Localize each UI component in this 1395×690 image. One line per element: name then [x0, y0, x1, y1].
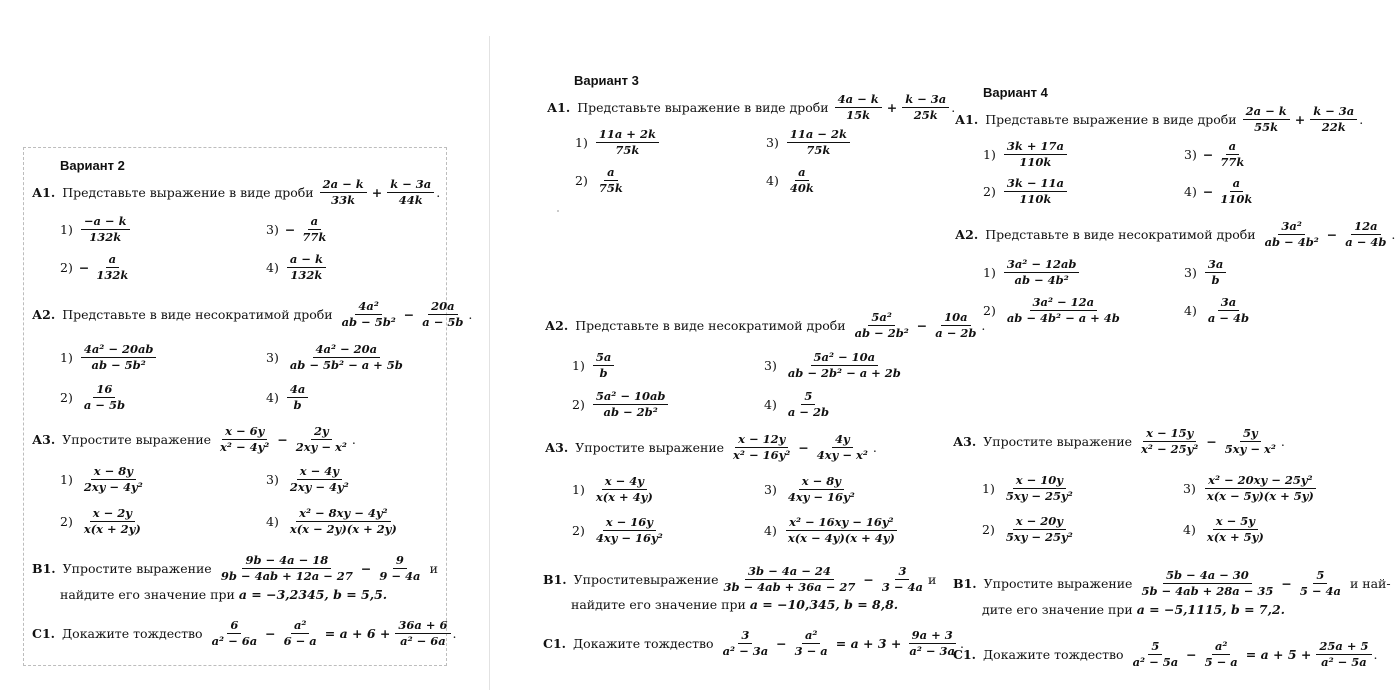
period: . [951, 99, 956, 115]
task-text: найдите его значение при [60, 587, 235, 602]
fraction: a 40k [789, 165, 814, 196]
fraction: x − 4y x(x + 4y) [595, 474, 653, 505]
answer-option-3: 3) − $\frac{a}{77k}$ [266, 215, 331, 244]
answer-option-4: 4) − $\frac{a}{110k}$ [1184, 177, 1257, 206]
fraction: $\frac{a}{77k}$ [302, 214, 327, 245]
answer-option-4: 4) a − k 132k [266, 253, 328, 282]
fraction: $\frac{k - 3a}{44k}$ [387, 178, 434, 207]
answer-option-2: 2) 3k − 11a 110k [983, 177, 1069, 206]
task-label: А3. [32, 431, 56, 447]
answer-option-1: 1) x − 4y x(x + 4y) [572, 475, 658, 504]
period: . [1359, 111, 1364, 127]
task-b1-statement [543, 564, 937, 595]
fraction: x² − 8xy − 4y² x(x − 2y)(x + 2y) [289, 506, 397, 537]
operator: − [916, 317, 928, 333]
fraction: 9b − 4a − 18 9b − 4ab + 12a − 27 [220, 553, 353, 584]
task-a1-statement [955, 105, 1363, 134]
given-values: a = −5,1115, b = 7,2. [1136, 602, 1286, 617]
fraction: 6 a² − 6a [211, 618, 258, 649]
task-text: Докажите тождество [573, 635, 714, 651]
fraction: $\frac{5y}{\text{5xy − x²}}$ [1224, 426, 1276, 457]
given-values: a = −10,345, b = 8,8. [749, 597, 899, 612]
answer-option-3: 3) x − 4y 2xy − 4y² [266, 465, 354, 494]
task-label: В1. [32, 560, 56, 576]
fraction: 5a² − 10a ab − 2b² − a + 2b [787, 350, 901, 381]
answer-option-3: 3) 5a² − 10a ab − 2b² − a + 2b [764, 351, 906, 380]
answer-option-1: 1) −a − k 132k [60, 215, 132, 244]
fraction: x − 8y 2xy − 4y² [83, 464, 143, 495]
period: . [872, 439, 877, 455]
task-text: Упростите [983, 575, 1054, 591]
fraction: 2a − k 33k [320, 178, 367, 207]
task-a2-statement [32, 300, 472, 329]
task-text: Упростите [62, 560, 133, 576]
task-text: выражение [1057, 575, 1133, 591]
variant-title: Вариант 2 [60, 158, 125, 173]
fraction: 4a b [287, 383, 308, 412]
task-text: и [429, 560, 438, 576]
fraction: a 75k [598, 165, 623, 196]
fraction: 11a + 2k 75k [596, 128, 659, 157]
answer-option-2: 2) x − 20y 5xy − 25y² [982, 515, 1078, 544]
fraction: $\frac{\text{a²}}{6 - a}$ [283, 618, 317, 649]
variant-title: Вариант 3 [574, 73, 639, 88]
expression-part: = a + 6 + [324, 625, 391, 641]
task-a2-statement [955, 220, 1395, 249]
task-a1-statement [547, 93, 955, 122]
answer-option-2: 2) 16 a − 5b [60, 383, 130, 412]
operator: − [1281, 575, 1292, 591]
expression-part: = a + 3 + [835, 635, 902, 651]
fraction: x − 6y x² − 4y² [220, 424, 270, 455]
fraction: $\frac{3}{3 - 4a}$ [881, 564, 924, 595]
operator: − [403, 306, 415, 322]
period: . [1391, 226, 1395, 242]
period: . [1373, 646, 1378, 662]
task-a2-statement [545, 311, 985, 340]
answer-option-1: 1) 4a² − 20ab ab − 5b² [60, 343, 158, 372]
operator: − [1326, 226, 1338, 242]
fraction: x² − 16xy − 16y² x(x − 4y)(x + 4y) [787, 515, 895, 546]
fraction: $\frac{a}{77k}$ [1220, 139, 1245, 170]
answer-option-1: 1) 11a + 2k 75k [575, 128, 661, 157]
answer-option-4: 4) x² − 16xy − 16y² x(x − 4y)(x + 4y) [764, 516, 900, 545]
fraction: 5a² ab − 2b² [854, 310, 909, 341]
fraction: 4a − k 15k [835, 93, 882, 122]
fraction: a − k 132k [287, 253, 326, 282]
operator: − [1206, 433, 1217, 449]
fraction: $\frac{a}{132k}$ [96, 252, 129, 283]
task-label: А3. [545, 439, 569, 455]
answer-option-2: 2) a 75k [575, 166, 628, 195]
task-text: Докажите тождество [62, 625, 203, 641]
task-text: Упростите [573, 571, 644, 587]
task-label: В1. [543, 571, 567, 587]
answer-option-3: 3) − $\frac{a}{77k}$ [1184, 140, 1249, 169]
fraction: $\frac{20a}{a - 5b}$ [422, 299, 464, 330]
answer-option-4: 4) 3a a − 4b [1184, 296, 1254, 325]
answer-option-1: 1) x − 8y 2xy − 4y² [60, 465, 148, 494]
fraction: 3k + 17a 110k [1004, 140, 1067, 169]
fraction: $\frac{\text{a²}}{5 - a}$ [1204, 639, 1238, 670]
fraction: $\frac{25a + 5}{\text{a² − 5a}}$ [1316, 640, 1371, 669]
operator: − [863, 571, 874, 587]
fraction: $\frac{k - 3a}{22k}$ [1310, 105, 1357, 134]
fraction: 5 a − 2b [787, 389, 829, 420]
operator: − [1186, 646, 1197, 662]
task-b1-line2 [571, 598, 898, 612]
fraction: x − 15y x² − 25y² [1141, 426, 1199, 457]
answer-option-3: 3) x − 8y 4xy − 16y² [764, 475, 860, 504]
task-b1-statement [32, 554, 438, 583]
task-a3-statement [953, 427, 1285, 456]
fraction: −a − k 132k [81, 215, 130, 244]
task-c1-statement [953, 640, 1377, 669]
fraction: x − 16y 4xy − 16y² [595, 515, 663, 546]
task-text: найдите его значение при [571, 597, 746, 612]
task-label: А2. [545, 317, 569, 333]
fraction: $\frac{a}{110k}$ [1220, 176, 1253, 207]
answer-option-2: 2) x − 16y 4xy − 16y² [572, 516, 668, 545]
task-text: выражение [643, 571, 719, 587]
fraction: 5a² − 10ab ab − 2b² [593, 390, 669, 419]
answer-option-4: 4) 5 a − 2b [764, 390, 834, 419]
task-text: Представьте в виде несократимой дроби [62, 306, 333, 322]
scan-speck [557, 210, 559, 212]
page-divider [489, 36, 490, 690]
fraction: 3b − 4a − 24 3b − 4ab + 36a − 27 [723, 564, 856, 595]
task-b1-line2 [60, 588, 387, 602]
period: . [452, 625, 457, 641]
answer-option-1: 1) 3k + 17a 110k [983, 140, 1069, 169]
task-label: С1. [953, 646, 976, 662]
task-text: Докажите тождество [983, 646, 1124, 662]
fraction: 3a² − 12ab ab − 4b² [1004, 258, 1080, 287]
operator: − [798, 439, 809, 455]
task-b1-line2 [982, 603, 1285, 617]
fraction: $\frac{36a + 6}{\text{a² − 6a}}$ [395, 619, 450, 648]
fraction: 5 a² − 5a [1132, 639, 1179, 670]
fraction: x − 20y 5xy − 25y² [1005, 514, 1073, 545]
task-label: А1. [955, 111, 979, 127]
task-text: дите его значение при [982, 602, 1133, 617]
fraction: x − 8y 4xy − 16y² [787, 474, 855, 505]
fraction: 5a b [593, 351, 614, 380]
operator: − [277, 431, 288, 447]
fraction: $\frac{10a}{a - 2b}$ [935, 310, 977, 341]
fraction: $\frac{12a}{a - 4b}$ [1345, 219, 1387, 250]
task-b1-statement [953, 569, 1391, 598]
period: . [351, 431, 356, 447]
period: . [436, 184, 441, 200]
fraction: 2a − k 55k [1243, 105, 1290, 134]
fraction: x − 5y x(x + 5y) [1206, 514, 1264, 545]
task-text: Упростите выражение [983, 433, 1133, 449]
task-c1-statement [543, 629, 964, 658]
answer-option-2: 2) x − 2y x(x + 2y) [60, 507, 146, 536]
answer-option-1: 1) 3a² − 12ab ab − 4b² [983, 258, 1081, 287]
answer-option-3: 3) 4a² − 20a ab − 5b² − a + 5b [266, 343, 408, 372]
fraction: x − 10y 5xy − 25y² [1005, 473, 1073, 504]
task-label: С1. [32, 625, 55, 641]
given-values: a = −3,2345, b = 5,5. [238, 587, 388, 602]
task-text: и [928, 571, 937, 587]
answer-option-4: 4) x² − 8xy − 4y² x(x − 2y)(x + 2y) [266, 507, 402, 536]
period: . [1280, 433, 1285, 449]
fraction: 3a² − 12a ab − 4b² − a + 4b [1006, 295, 1120, 326]
fraction: 3k − 11a 110k [1004, 177, 1067, 206]
fraction: 4a² ab − 5b² [341, 299, 396, 330]
task-text: Представьте в виде несократимой дроби [985, 226, 1256, 242]
fraction: 16 a − 5b [83, 382, 125, 413]
fraction: $\frac{\text{a²}}{3 - a}$ [794, 628, 828, 659]
task-label: А1. [32, 184, 56, 200]
task-text: Упростите выражение [575, 439, 725, 455]
task-label: А2. [955, 226, 979, 242]
answer-option-4: 4) 4a b [266, 383, 310, 412]
answer-option-3: 3) x² − 20xy − 25y² x(x − 5y)(x + 5y) [1183, 474, 1319, 503]
fraction: $\frac{9a + 3}{\text{a² − 3a}}$ [909, 628, 955, 659]
task-text: Упростите выражение [62, 431, 212, 447]
answer-option-2: 2) 3a² − 12a ab − 4b² − a + 4b [983, 296, 1125, 325]
fraction: 3a b [1205, 258, 1226, 287]
period: . [468, 306, 473, 322]
operator: + [1294, 111, 1306, 127]
answer-option-3: 3) 11a − 2k 75k [766, 128, 852, 157]
fraction: 5b − 4a − 30 5b − 4ab + 28a − 35 [1141, 568, 1274, 599]
task-text: Представьте выражение в виде дроби [577, 99, 829, 115]
task-text: Представьте в виде несократимой дроби [575, 317, 846, 333]
task-label: С1. [543, 635, 566, 651]
operator: + [371, 184, 383, 200]
task-text: Представьте выражение в виде дроби [62, 184, 314, 200]
fraction: 11a − 2k 75k [787, 128, 850, 157]
period: . [981, 317, 986, 333]
answer-option-2: 2) 5a² − 10ab ab − 2b² [572, 390, 670, 419]
answer-option-2: 2) − $\frac{a}{132k}$ [60, 253, 133, 282]
task-label: А3. [953, 433, 977, 449]
variant-title: Вариант 4 [983, 85, 1048, 100]
fraction: x² − 20xy − 25y² x(x − 5y)(x + 5y) [1206, 473, 1314, 504]
task-label: В1. [953, 575, 977, 591]
operator: − [360, 560, 372, 576]
operator: + [886, 99, 898, 115]
answer-option-4: 4) a 40k [766, 166, 819, 195]
task-label: А2. [32, 306, 56, 322]
fraction: 3a a − 4b [1207, 295, 1249, 326]
fraction: x − 12y x² − 16y² [733, 432, 791, 463]
fraction: 3a² ab − 4b² [1264, 219, 1319, 250]
period: . [959, 635, 964, 651]
task-a3-statement [545, 433, 877, 462]
fraction: $\frac{2y}{\text{2xy − x²}}$ [295, 424, 347, 455]
fraction: $\frac{4y}{\text{4xy − x²}}$ [816, 432, 868, 463]
fraction: 3 a² − 3a [722, 628, 769, 659]
answer-option-1: 1) x − 10y 5xy − 25y² [982, 474, 1078, 503]
answer-option-4: 4) x − 5y x(x + 5y) [1183, 515, 1269, 544]
task-text: Представьте выражение в виде дроби [985, 111, 1237, 127]
answer-option-1: 1) 5a b [572, 351, 616, 380]
task-text: и най- [1349, 575, 1391, 591]
fraction: $\frac{k - 3a}{25k}$ [902, 93, 949, 122]
operator: − [776, 635, 787, 651]
task-a3-statement [32, 425, 356, 454]
task-text: выражение [136, 560, 212, 576]
fraction: 4a² − 20ab ab − 5b² [81, 343, 157, 372]
fraction: x − 4y 2xy − 4y² [289, 464, 349, 495]
fraction: x − 2y x(x + 2y) [83, 506, 141, 537]
task-label: А1. [547, 99, 571, 115]
fraction: $\frac{9}{9 - 4a}$ [379, 553, 421, 584]
task-c1-statement [32, 619, 456, 648]
answer-option-3: 3) 3a b [1184, 258, 1228, 287]
expression-part: = a + 5 + [1245, 646, 1312, 662]
task-a1-statement [32, 178, 440, 207]
fraction: 4a² − 20a ab − 5b² − a + 5b [289, 342, 403, 373]
operator: − [265, 625, 276, 641]
fraction: $\frac{5}{5 - 4a}$ [1299, 568, 1341, 599]
